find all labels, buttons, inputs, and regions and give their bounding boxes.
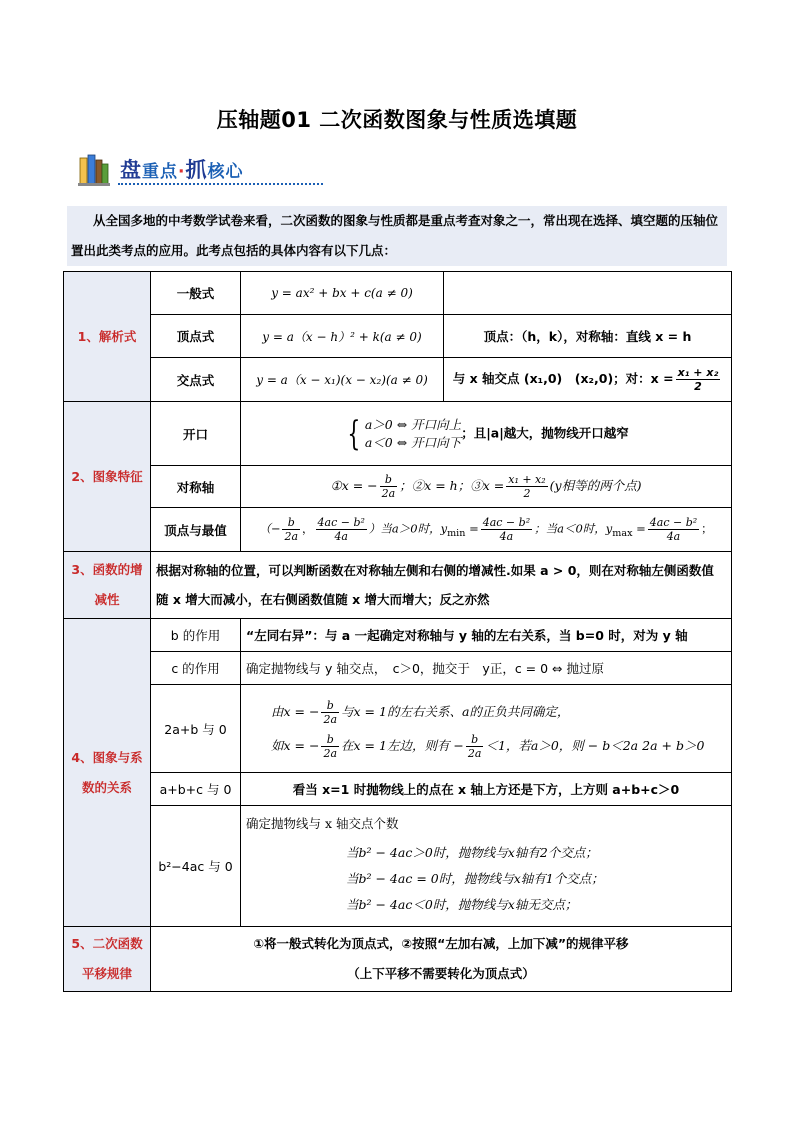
- row-label: a+b+c 与 0: [151, 773, 241, 806]
- formula: y = a（x − h）² + k(a ≠ 0): [241, 315, 444, 358]
- fraction: $\frac{\text{4ac − b²}}{4a}$: [482, 516, 531, 543]
- table-row: [64, 272, 732, 315]
- books-icon: [78, 152, 110, 186]
- row-label: 顶点与最值: [151, 508, 241, 552]
- description: ①将一般式转化为顶点式，②按照“左加右减，上加下减”的规律平移 （上下平移不需要转化为顶点式）: [151, 927, 732, 992]
- fraction: $\frac{b}{2a}$: [323, 732, 338, 760]
- fraction: $\frac{b}{2a}$: [323, 698, 338, 726]
- page-title: 压轴题01 二次函数图象与性质选填题: [216, 108, 578, 132]
- note: 顶点：（h，k），对称轴：直线 x = h: [444, 315, 732, 358]
- fraction: $\frac{b}{2a}$: [284, 516, 299, 543]
- banner-title: 盘重点·抓核心: [120, 158, 244, 182]
- description: “左同右异”：与 a 一起确定对称轴与 y 轴的左右关系，当 b=0 时，对为 y 轴: [241, 619, 732, 652]
- fraction: $\frac{\text{x₁ + x₂}}{2}$: [677, 366, 719, 393]
- row-label: b 的作用: [151, 619, 241, 652]
- section-banner: [78, 150, 328, 194]
- formula: y = a（x − x₁)(x − x₂)(a ≠ 0): [241, 358, 444, 402]
- table-row: [64, 619, 732, 652]
- summary-table: [63, 271, 732, 992]
- formula: 由x = − $\frac{b}{2a}$ 与x = 1的左右关系、a的正负共同确定， 如x = − $\frac{b}{2a}$ 在x = 1左边，则有 − $\frac{b}{2a}$ ＜1，若a＞0，则 − b＜2a 2a + b＞0: [241, 685, 732, 773]
- banner-underline: [118, 183, 323, 185]
- table-row: [64, 552, 732, 619]
- table-row: [64, 927, 732, 992]
- section-label: 1、解析式: [64, 272, 151, 402]
- row-label: b²−4ac 与 0: [151, 806, 241, 927]
- table-row: [64, 806, 732, 927]
- fraction: $\frac{\text{4ac − b²}}{4a}$: [317, 516, 365, 543]
- formula: 确定抛物线与 x 轴交点个数 当b² − 4ac＞0时，抛物线与x轴有2个交点； 当b² − 4ac = 0时，抛物线与x轴有1个交点； 当b² − 4ac＜0时，抛物线与x轴无交点；: [241, 806, 732, 927]
- description: 确定抛物线与 y 轴交点， c＞0，抛交于 y正，c = 0 ⇔ 抛过原: [241, 652, 732, 685]
- row-label: 2a+b 与 0: [151, 685, 241, 773]
- table-row: [64, 773, 732, 806]
- brace-glyph: {: [347, 413, 361, 454]
- row-label: 顶点式: [151, 315, 241, 358]
- formula: { a＞0 ⇔ 开口向上 a＜0 ⇔ 开口向下；且|a|越大，抛物线开口越窄: [241, 402, 732, 466]
- row-label: c 的作用: [151, 652, 241, 685]
- row-label: 开口: [151, 402, 241, 466]
- formula: （− $\frac{b}{2a}$ ， $\frac{\text{4ac − b²}}{4a}$ ）当a＞0时，$y_{min}$ = $\frac{\text{4ac − b²}}{4a}$ ；当a＜0时，$y_{max}$ = $\frac{\text{4ac − b²}}{4a}$ ；: [241, 508, 732, 552]
- fraction: $\frac{\text{4ac − b²}}{4a}$: [649, 516, 698, 543]
- table-row: [64, 508, 732, 552]
- empty-cell: [444, 272, 732, 315]
- row-label: 交点式: [151, 358, 241, 402]
- description: 根据对称轴的位置，可以判断函数在对称轴左侧和右侧的增减性.如果 a > 0，则在对称轴左侧函数值随 x 增大而减小，在右侧函数值随 x 增大而增大；反之亦然: [151, 552, 732, 619]
- section-label: 4、图象与系 数的关系: [64, 619, 151, 927]
- row-label: 一般式: [151, 272, 241, 315]
- section-label: 5、二次函数 平移规律: [64, 927, 151, 992]
- table-row: [64, 358, 732, 402]
- intro-paragraph: 从全国多地的中考数学试卷来看，二次函数的图象与性质都是重点考查对象之一，常出现在选择、填空题的压轴位置出此类考点的应用。此考点包括的具体内容有以下几点：: [67, 206, 727, 266]
- formula: ①x = − $\frac{b}{2a}$ ；②x = h；③x = $\frac{\text{x₁ + x₂}}{2}$ (y相等的两个点): [241, 466, 732, 508]
- description: 看当 x=1 时抛物线上的点在 x 轴上方还是下方，上方则 a+b+c＞0: [241, 773, 732, 806]
- note: 与 x 轴交点 (x₁,0) (x₂,0)；对：x = $\frac{\text{x₁ + x₂}}{2}$: [444, 358, 732, 402]
- table-row: [64, 315, 732, 358]
- fraction: $\frac{b}{2a}$: [467, 732, 482, 760]
- table-row: [64, 685, 732, 773]
- section-label: 2、图象特征: [64, 402, 151, 552]
- section-label: 3、函数的增 减性: [64, 552, 151, 619]
- table-row: [64, 652, 732, 685]
- row-label: 对称轴: [151, 466, 241, 508]
- table-row: [64, 402, 732, 466]
- fraction: $\frac{\text{x₁ + x₂}}{2}$: [508, 473, 546, 500]
- fraction: $\frac{b}{2a}$: [381, 473, 396, 500]
- table-row: [64, 466, 732, 508]
- formula: y = ax² + bx + c(a ≠ 0): [241, 272, 444, 315]
